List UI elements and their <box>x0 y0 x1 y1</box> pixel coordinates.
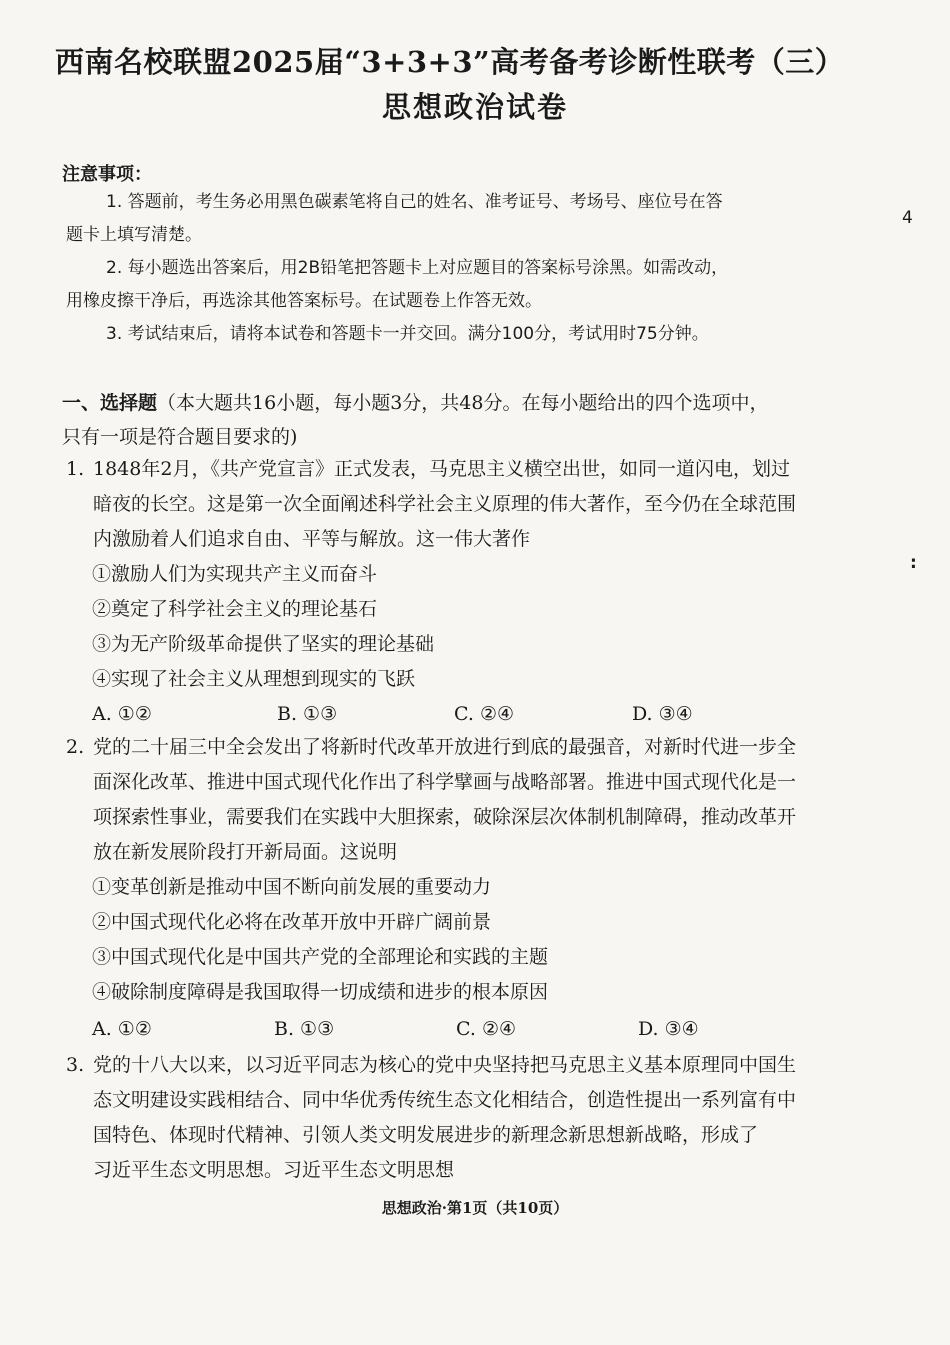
question-2-number: 2. <box>66 736 85 758</box>
question-2-stem <box>66 730 846 870</box>
question-1-statement-4: ④实现了社会主义从理想到现实的飞跃 <box>92 668 416 690</box>
question-1-option-b: B. ①③ <box>277 703 338 725</box>
question-1-statement-2: ②奠定了科学社会主义的理论基石 <box>92 598 378 620</box>
question-3-stem <box>66 1048 846 1188</box>
question-2-option-c: C. ②④ <box>456 1018 517 1040</box>
notice-item-3 <box>66 318 836 351</box>
section-heading <box>62 386 852 454</box>
question-2-option-b: B. ①③ <box>274 1018 335 1040</box>
notice-item-1 <box>66 186 836 252</box>
notice-item-2-line-1: 2. 每小题选出答案后，用2B铅笔把答题卡上对应题目的答案标号涂黑。如需改动， <box>106 258 729 278</box>
question-1-number: 1. <box>66 458 85 480</box>
exam-subject-title: 思想政治试卷 <box>381 90 568 124</box>
question-2-statement-1: ①变革创新是推动中国不断向前发展的重要动力 <box>92 876 492 898</box>
section-desc-line-2: 只有一项是符合题目要求的) <box>62 426 298 448</box>
notice-heading: 注意事项： <box>62 164 152 185</box>
question-3-stem-line: 国特色、体现时代精神、引领人类文明发展进步的新理念新思想新战略，形成了 <box>93 1124 759 1146</box>
margin-page-number: 4 <box>902 208 913 228</box>
question-3-number: 3. <box>66 1054 85 1076</box>
notice-item-2 <box>66 252 836 318</box>
exam-title: 西南名校联盟2025届“3+3+3”高考备考诊断性联考（三） <box>55 45 845 79</box>
section-desc-line-1: （本大题共16小题，每小题3分，共48分。在每小题给出的四个选项中， <box>157 392 769 414</box>
notice-item-3-line-1: 3. 考试结束后，请将本试卷和答题卡一并交回。满分100分，考试用时75分钟。 <box>106 324 709 344</box>
question-1-option-d: D. ③④ <box>632 703 693 725</box>
question-1-stem-line: 内激励着人们追求自由、平等与解放。这一伟大著作 <box>93 528 531 550</box>
page-footer: 思想政治·第1页（共10页） <box>381 1199 569 1217</box>
question-1-option-c: C. ②④ <box>454 703 515 725</box>
question-2-stem-line: 放在新发展阶段打开新局面。这说明 <box>93 841 398 863</box>
question-1-stem <box>66 452 846 557</box>
question-2-statement-3: ③中国式现代化是中国共产党的全部理论和实践的主题 <box>92 946 549 968</box>
notice-item-1-line-2: 题卡上填写清楚。 <box>66 225 202 245</box>
question-2-option-a: A. ①② <box>92 1018 152 1040</box>
question-1-option-a: A. ①② <box>92 703 152 725</box>
section-title: 一、选择题 <box>62 392 158 414</box>
question-2-option-d: D. ③④ <box>638 1018 699 1040</box>
question-2-statement-2: ②中国式现代化必将在改革开放中开辟广阔前景 <box>92 911 492 933</box>
question-2-statement-4: ④破除制度障碍是我国取得一切成绩和进步的根本原因 <box>92 981 549 1003</box>
question-3-stem-line: 态文明建设实践相结合、同中华优秀传统生态文化相结合，创造性提出一系列富有中 <box>93 1089 797 1111</box>
question-2-stem-line: 党的二十届三中全会发出了将新时代改革开放进行到底的最强音，对新时代进一步全 <box>93 736 797 758</box>
question-1-stem-line: 暗夜的长空。这是第一次全面阐述科学社会主义原理的伟大著作，至今仍在全球范围 <box>93 493 797 515</box>
question-1-statement-3: ③为无产阶级革命提供了坚实的理论基础 <box>92 633 435 655</box>
notice-item-1-line-1: 1. 答题前，考生务必用黑色碳素笔将自己的姓名、准考证号、考场号、座位号在答 <box>106 192 723 212</box>
margin-mark: : <box>910 553 917 573</box>
question-1-statement-1: ①激励人们为实现共产主义而奋斗 <box>92 563 378 585</box>
question-2-stem-line: 项探索性事业，需要我们在实践中大胆探索，破除深层次体制机制障碍，推动改革开 <box>93 806 797 828</box>
question-3-stem-line: 党的十八大以来，以习近平同志为核心的党中央坚持把马克思主义基本原理同中国生 <box>93 1054 797 1076</box>
question-1-stem-line: 1848年2月，《共产党宣言》正式发表，马克思主义横空出世，如同一道闪电，划过 <box>93 458 790 480</box>
notice-item-2-line-2: 用橡皮擦干净后，再选涂其他答案标号。在试题卷上作答无效。 <box>66 291 542 311</box>
question-3-stem-line: 习近平生态文明思想。习近平生态文明思想 <box>93 1159 455 1181</box>
question-2-stem-line: 面深化改革、推进中国式现代化作出了科学擘画与战略部署。推进中国式现代化是一 <box>93 771 797 793</box>
